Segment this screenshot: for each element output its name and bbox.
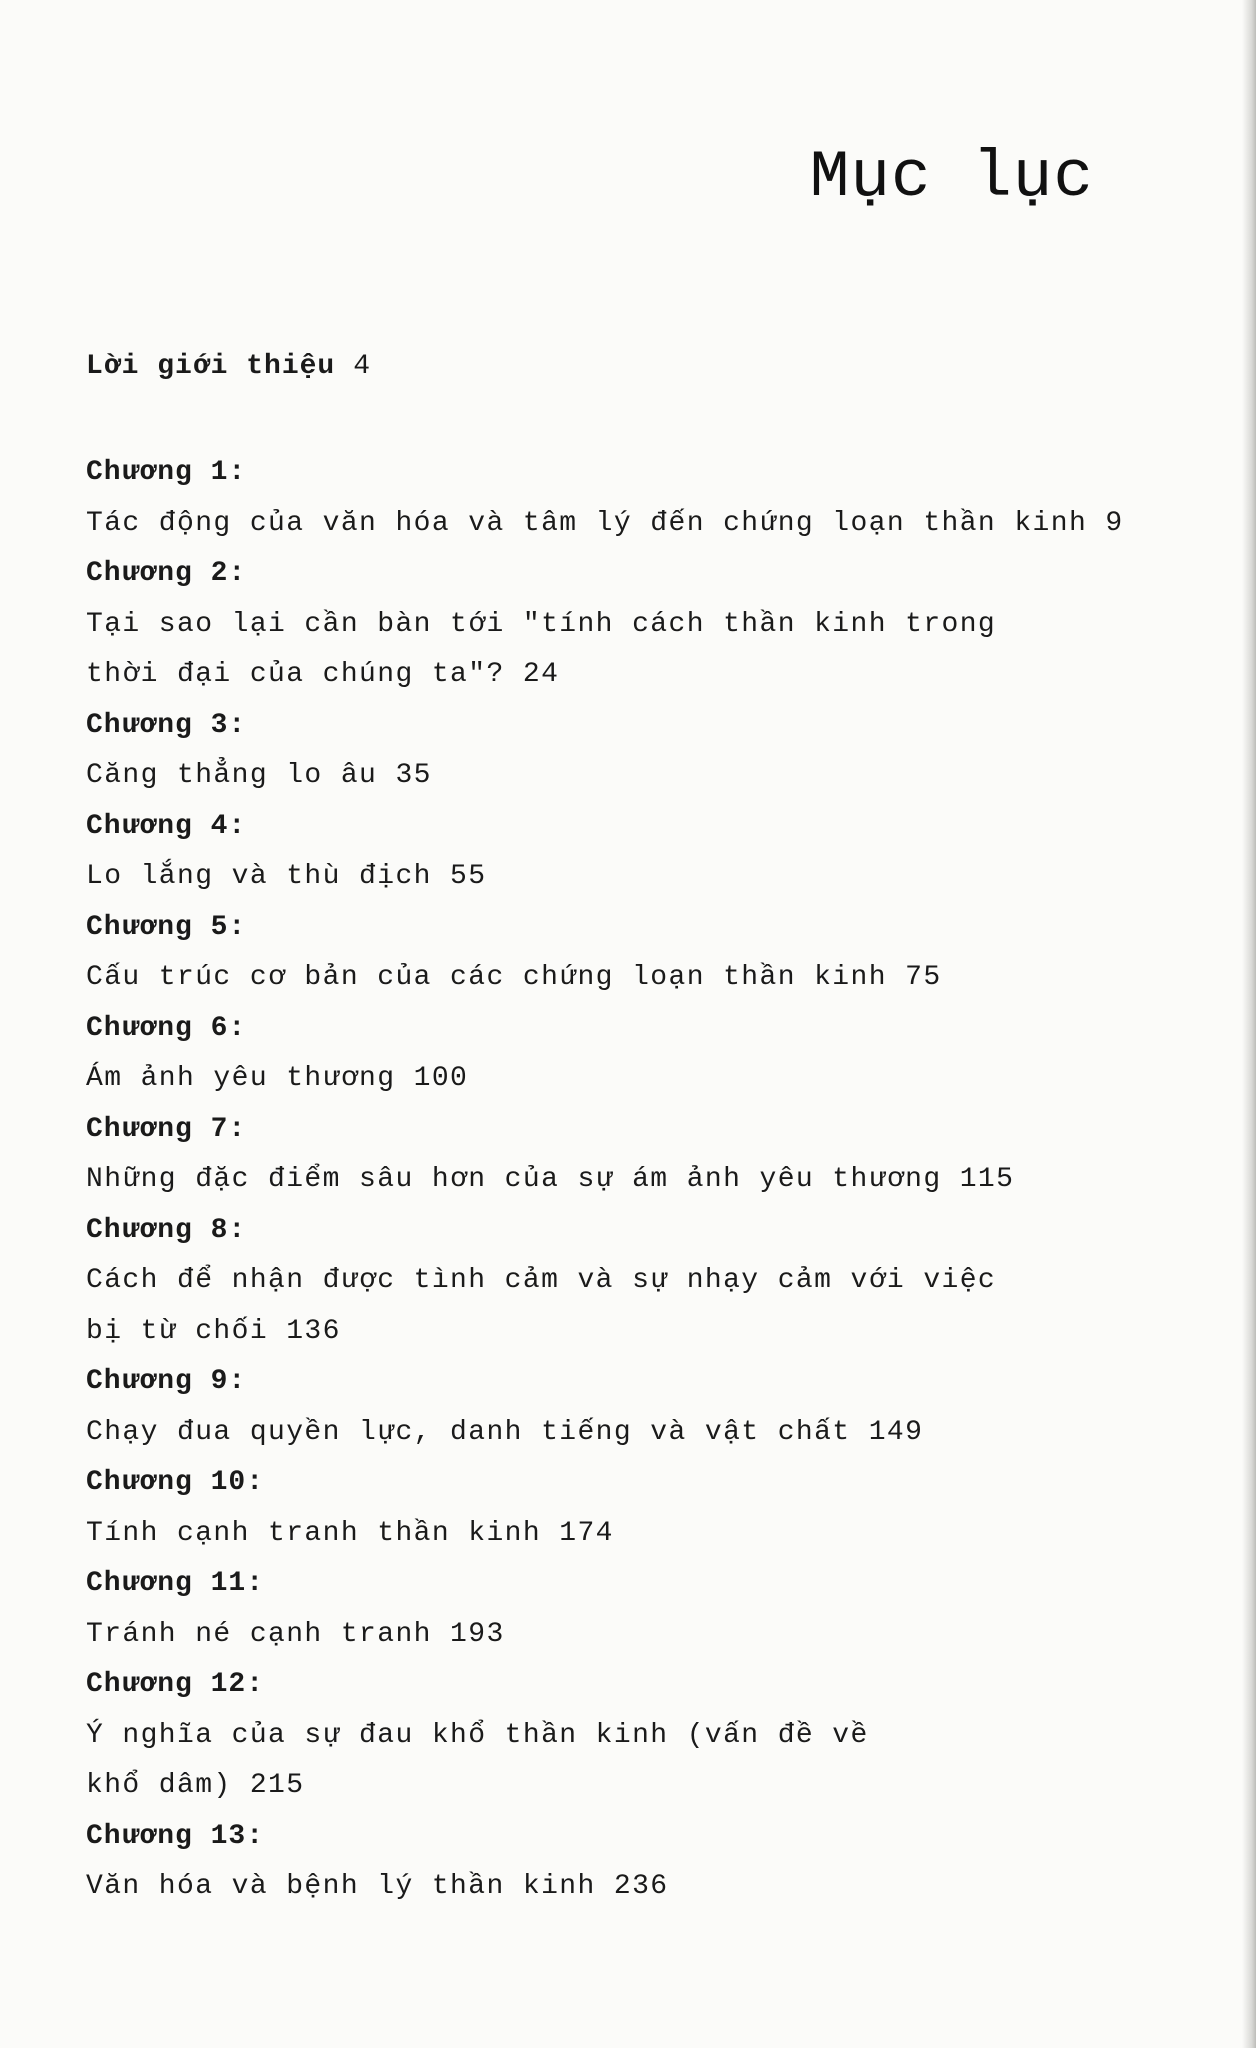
page-title: Mục lục	[809, 140, 1094, 215]
chapter-title: Văn hóa và bệnh lý thần kinh 236	[86, 1871, 669, 1902]
chapter-label: Chương 6:	[86, 1012, 247, 1044]
chapter-entry	[86, 1458, 1206, 1559]
chapter-label: Chương 10:	[86, 1467, 265, 1498]
chapter-title: Cấu trúc cơ bản của các chứng loạn thần kinh 75	[86, 962, 942, 993]
chapter-entry	[86, 1357, 1206, 1458]
chapter-entry	[86, 1660, 1206, 1812]
chapter-label: Chương 13:	[86, 1820, 265, 1852]
chapter-label: Chương 2:	[86, 558, 247, 589]
intro-page-number: 4	[353, 351, 372, 382]
chapter-title: Cách để nhận được tình cảm và sự nhạy cảm với việc bị từ chối 136	[86, 1265, 997, 1347]
chapter-entry	[86, 1105, 1206, 1206]
chapter-label: Chương 4:	[86, 810, 247, 842]
chapter-label: Chương 8:	[86, 1214, 247, 1246]
chapter-entry	[86, 903, 1206, 1004]
chapter-label: Chương 9:	[86, 1366, 247, 1397]
chapter-label: Chương 3:	[86, 709, 247, 741]
chapter-title: Ý nghĩa của sự đau khổ thần kinh (vấn đề về khổ dâm) 215	[86, 1719, 869, 1801]
chapter-label: Chương 7:	[86, 1113, 247, 1145]
chapter-entry	[86, 1812, 1206, 1913]
chapter-entry	[86, 802, 1206, 903]
chapter-title: Tính cạnh tranh thần kinh 174	[86, 1517, 614, 1549]
chapter-entry	[86, 448, 1206, 549]
chapter-list	[86, 448, 1206, 1913]
chapter-title: Chạy đua quyền lực, danh tiếng và vật chất 149	[86, 1416, 924, 1448]
chapter-entry	[86, 1004, 1206, 1105]
chapter-title: Tránh né cạnh tranh 193	[86, 1618, 505, 1650]
chapter-label: Chương 11:	[86, 1568, 265, 1599]
chapter-title: Ám ảnh yêu thương 100	[86, 1063, 469, 1094]
chapter-title: Lo lắng và thù địch 55	[86, 861, 487, 892]
chapter-title: Căng thẳng lo âu 35	[86, 760, 432, 791]
page-edge	[1242, 0, 1256, 2048]
chapter-entry	[86, 549, 1206, 701]
chapter-title: Những đặc điểm sâu hơn của sự ám ảnh yêu thương 115	[86, 1164, 1015, 1195]
intro-entry	[86, 347, 371, 387]
chapter-label: Chương 1:	[86, 457, 247, 488]
chapter-title: Tại sao lại cần bàn tới "tính cách thần kinh trong thời đại của chúng ta"? 24	[86, 608, 997, 690]
chapter-entry	[86, 1206, 1206, 1358]
chapter-entry	[86, 701, 1206, 802]
chapter-entry	[86, 1559, 1206, 1660]
chapter-title: Tác động của văn hóa và tâm lý đến chứng loạn thần kinh 9	[86, 507, 1124, 539]
chapter-label: Chương 12:	[86, 1669, 265, 1700]
chapter-label: Chương 5:	[86, 911, 247, 943]
intro-label: Lời giới thiệu	[86, 351, 336, 382]
